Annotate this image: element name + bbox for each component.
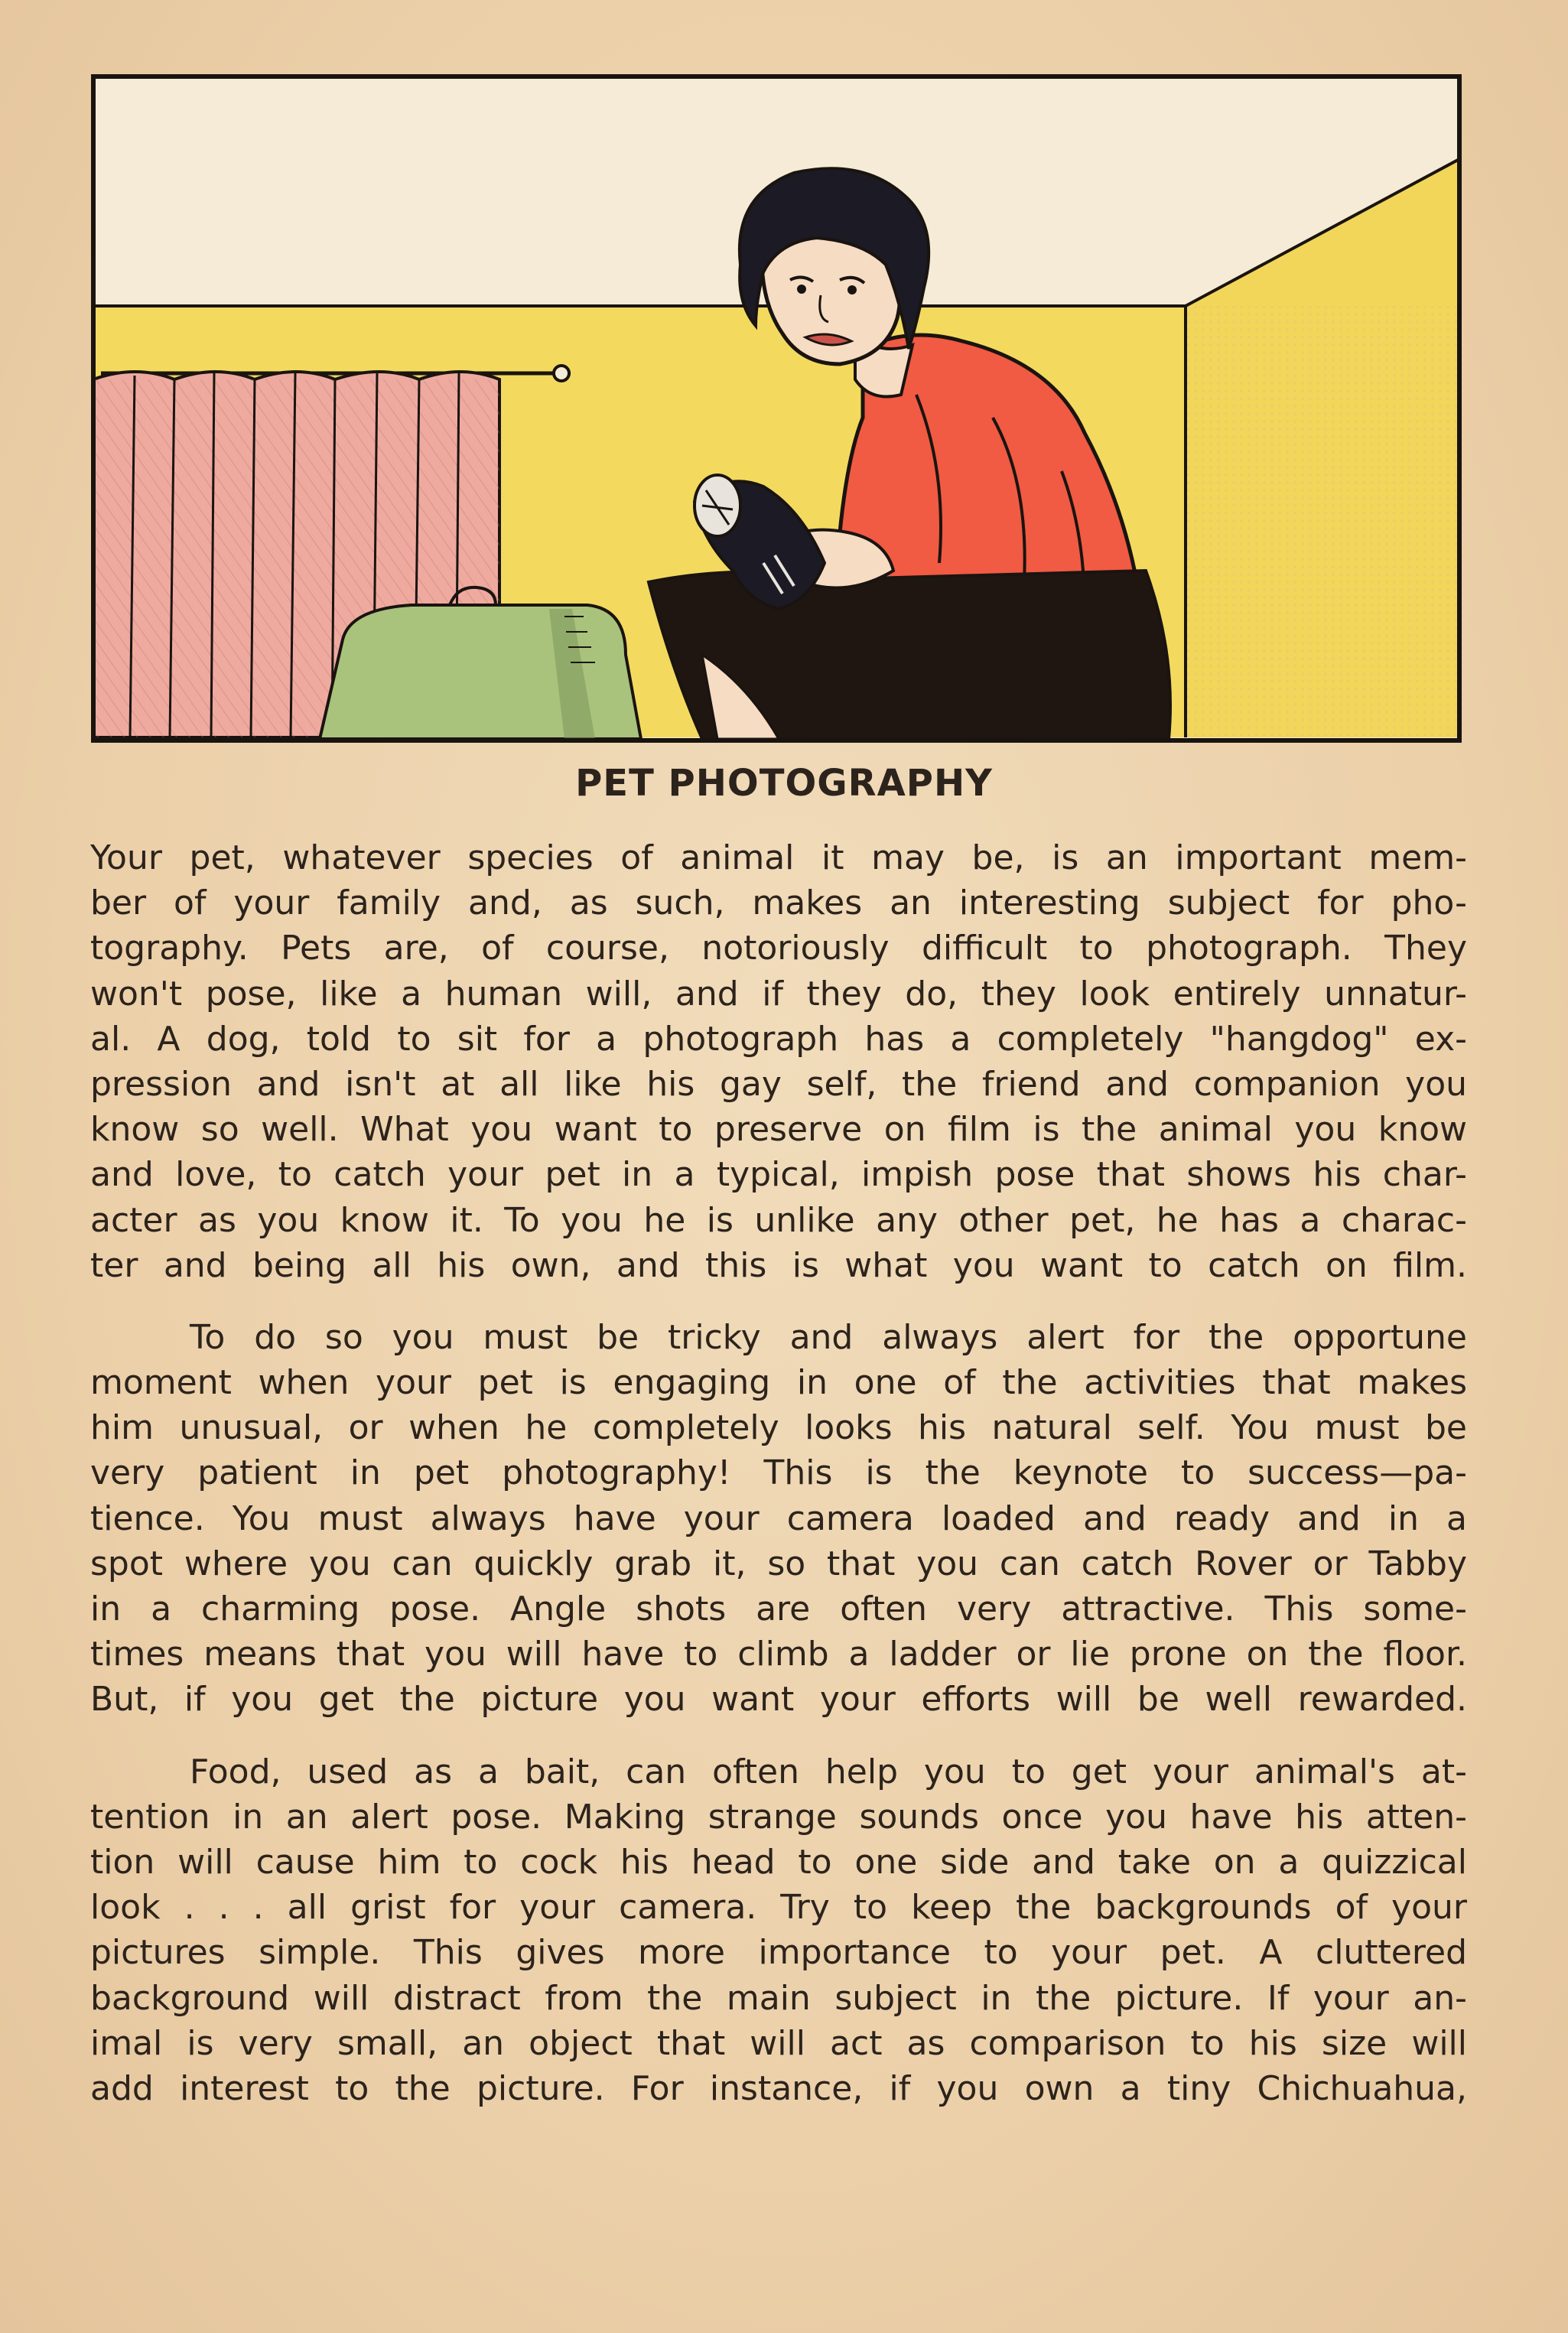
text-line: al. A dog, told to sit for a photograph has a completely "hangdog" ex- xyxy=(90,1019,1467,1059)
text-line: add interest to the picture. For instance, if you own a tiny Chichuahua, xyxy=(90,2068,1467,2108)
text-line: Food, used as a bait, can often help you to get your animal's at- xyxy=(190,1752,1467,1791)
text-line: know so well. What you want to preserve on film is the animal you know xyxy=(90,1110,1467,1150)
paragraph-3 xyxy=(90,1749,1467,2112)
text-line: in a charming pose. Angle shots are often very attractive. This some- xyxy=(90,1589,1467,1629)
article-body xyxy=(90,835,1467,2111)
text-line: pictures simple. This gives more importance to your pet. A cluttered xyxy=(90,1933,1467,1973)
text-line: imal is very small, an object that will act as comparison to his size will xyxy=(90,2023,1467,2063)
text-line: tience. You must always have your camera loaded and ready and in a xyxy=(90,1498,1467,1538)
text-line: tion will cause him to cock his head to one side and take on a quizzical xyxy=(90,1842,1467,1882)
comic-illustration-panel xyxy=(90,73,1462,744)
text-line: acter as you know it. To you he is unlike any other pet, he has a charac- xyxy=(90,1200,1467,1240)
text-line: ber of your family and, as such, makes an interesting subject for pho- xyxy=(90,883,1467,923)
text-line: Your pet, whatever species of animal it may be, is an important mem- xyxy=(90,838,1467,877)
text-line: look . . . all grist for your camera. Try to keep the backgrounds of your xyxy=(90,1888,1467,1928)
text-line: tography. Pets are, of course, notoriously difficult to photograph. They xyxy=(90,929,1467,968)
text-line: times means that you will have to climb a ladder or lie prone on the floor. xyxy=(90,1635,1467,1674)
text-line: spot where you can quickly grab it, so that you can catch Rover or Tabby xyxy=(90,1544,1467,1583)
text-line: To do so you must be tricky and always alert for the opportune xyxy=(190,1317,1467,1357)
text-line: pression and isn't at all like his gay self, the friend and companion you xyxy=(90,1064,1467,1104)
text-line: and love, to catch your pet in a typical, impish pose that shows his char- xyxy=(90,1155,1467,1195)
text-line: background will distract from the main subject in the picture. If your an- xyxy=(90,1978,1467,2018)
text-line: ter and being all his own, and this is what you want to catch on film. xyxy=(90,1245,1467,1285)
text-line: very patient in pet photography! This is the keynote to success—pa- xyxy=(90,1453,1467,1493)
text-line: him unusual, or when he completely looks his natural self. You must be xyxy=(90,1408,1467,1448)
text-line: won't pose, like a human will, and if they do, they look entirely unnatur- xyxy=(90,974,1467,1014)
text-line: tention in an alert pose. Making strange sounds once you have his atten- xyxy=(90,1797,1467,1837)
text-line: moment when your pet is engaging in one of the activities that makes xyxy=(90,1363,1467,1403)
paragraph-2 xyxy=(90,1315,1467,1723)
article-title: PET PHOTOGRAPHY xyxy=(575,762,993,805)
illustration-svg xyxy=(90,73,1462,744)
paragraph-1 xyxy=(90,835,1467,1288)
text-line: But, if you get the picture you want your efforts will be well rewarded. xyxy=(90,1680,1467,1720)
